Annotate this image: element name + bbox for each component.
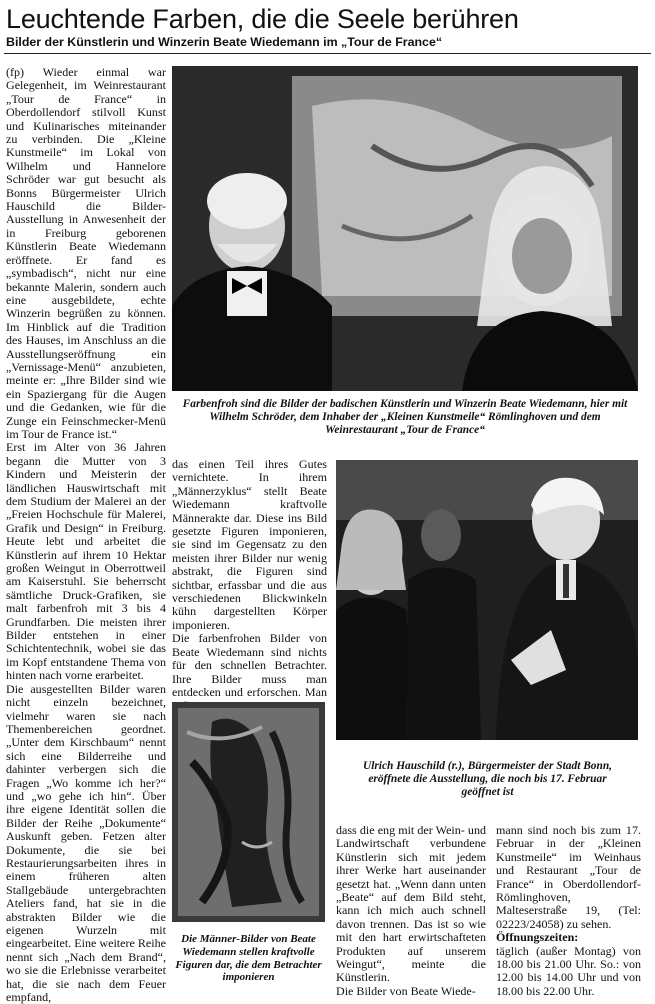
opening-hours-title: Öffnungszeiten: xyxy=(496,930,579,945)
caption-photo-right: Ulrich Hauschild (r.), Bürgermeister der Stadt Bonn, eröffnete die Ausstellung, die noch bis 17. Februar geöffnet ist xyxy=(362,760,613,799)
headline-rule xyxy=(4,53,651,54)
article-column-bottom-2 xyxy=(336,824,486,1000)
photo-artist-and-host xyxy=(172,66,638,391)
photo-artist-and-host-image xyxy=(172,66,638,391)
article-paragraph: (fp) Wieder einmal war Gelegenheit, im Weinrestaurant „Tour de France“ in Oberdollendorf stilvoll Kunst und Kulinarisches miteinander zu verbinden. Die „Kleine Kunstmeile“ im Lokal von Wilhelm und Hannelore Schröder war gut besucht als Bonns Bürgermeister Ulrich Hauschild die Bilder-Ausstellung in Anwesenheit der in Freiburg geborenen Künstlerin Beate Wiedemann eröffnete. Er fand es „symbadisch“, nicht nur eine bekannte Malerin, sondern auch eine ausgebildete, echte Winzerin begrüßen zu können. Im Hinblick auf die Tradition des Hauses, im Anschluss an die Ausstellungseröffnung ein „Vernissage-Menü“ anzubieten, meinte er: „Ihre Bilder sind wie ein Spaziergang für die Augen und die Gedanken, wie für die Zunge ein Feinschmecker-Menü im Tour de France ist.“ xyxy=(6,65,166,441)
photo-painting-image xyxy=(172,702,325,922)
subheadline: Bilder der Künstlerin und Winzerin Beate Wiedemann im „Tour de France“ xyxy=(6,35,443,49)
exhibition-info: mann sind noch bis zum 17. Februar in der „Kleinen Kunstmeile“ im Weinhaus und Restaurant „Tour de France“ in Oberdollendorf-Römlinghoven, Malteserstraße 19, (Tel: 02223/24058) zu sehen. xyxy=(496,823,641,931)
article-paragraph: Die ausgestellten Bilder waren nicht einzeln bezeichnet, vielmehr waren sie nach Themenbereichen geordnet. „Unter dem Kirschbaum“ nennt sich eine Bilderreihe und dahinter verbergen sich die Fragen „Wo komme ich her?“ und „wo gehe ich hin“. Über ihre eigene Identität sollen die Bilder der Reihe „Dokumente“ Auskunft geben. Fetzen alter Dokumente, die sie bei Restaurierungsarbeiten ihres in einem früheren alten Stallgebäude untergebrachten Ateliers fand, hat sie in die abstrakten Bilder wie die eigenen Wurzeln mit eingearbeitet. Eine weitere Reihe nennt sich „Nach dem Brand“, wo sie die Erlebnisse verarbeitet hat, die sie nach dem Feuer empfand, xyxy=(6,681,166,1004)
article-column-2 xyxy=(172,457,327,699)
photo-painting-maenner xyxy=(172,702,325,922)
article-paragraph: Die Bilder von Beate Wiede- xyxy=(336,983,476,998)
headline: Leuchtende Farben, die die Seele berühren xyxy=(6,4,519,34)
photo-mayor-opening xyxy=(336,460,638,740)
article-paragraph: dass die eng mit der Wein- und Landwirtschaft verbundene Künstlerin sich mit jedem ihrer Werke hart auseinander gesetzt hat. „Wenn dann unten „Beate“ auf dem Bild steht, kann ich mich auch schnell davon trennen. Das ist so wie mit den hart erwirtschafteten Produkten auf unserem Weingut“, meinte die Künstlerin. xyxy=(336,823,486,985)
article-paragraph: das einen Teil ihres Gutes vernichtete. In ihrem „Männerzyklus“ stellt Beate Wiedemann kraftvolle Männerakte dar. Diese ins Bild gesetzte Figuren imponieren, sie sind im Gegensatz zu den meisten ihrer Bilder nur wenig abstrakt, die Figuren sind sichtbar, erfassbar und die aus verschiedenen Blickwinkeln kühn dargestellten Körper imponieren. xyxy=(172,457,327,632)
article-paragraph: Die farbenfrohen Bilder von Beate Wiedemann sind nichts für den schnellen Betrachter. Ihre Bilder muss man entdecken und erforschen. Man xyxy=(172,631,327,699)
article-column-bottom-3 xyxy=(496,824,641,1000)
caption-photo-painting: Die Männer-Bilder von Beate Wiedemann stellen kraftvolle Figuren dar, die dem Betrachter imponieren xyxy=(175,933,322,984)
caption-photo-top: Farbenfroh sind die Bilder der badischen Künstlerin und Winzerin Beate Wiedemann, hier mit Wilhelm Schröder, dem Inhaber der „Kleinen Kunstmeile“ Römlinghoven und dem Weinrestaurant „Tour de France“ xyxy=(182,398,628,437)
photo-mayor-opening-image xyxy=(336,460,638,740)
article-column-1 xyxy=(6,65,166,1004)
article-paragraph: Erst im Alter von 36 Jahren begann die Mutter von 3 Kindern und Meisterin der ländlichen Hauswirtschaft mit dem Studium der Malerei an der „Freien Hochschule für Malerei, Grafik und Design“ in Freiburg. Heute lebt und arbeitet die Künstlerin auf ihrem 10 Hektar großen Weingut in Oberrottweil am Kaiserstuhl. Sie beherrscht sämtliche Druck-Grafiken, sie malt farbenfroh mit 3 bis 4 Grundfarben. Die meisten ihrer Bilder entstehen in einer Schichtentechnik, wobei sie das im Kopf entstandene Thema von hinten nach vorne erarbeitet. xyxy=(6,440,166,683)
opening-hours-text: täglich (außer Montag) von 18.00 bis 21.00 Uhr. So.: von 12.00 bis 14.00 Uhr und von 18.00 bis 22.00 Uhr. xyxy=(496,943,641,998)
